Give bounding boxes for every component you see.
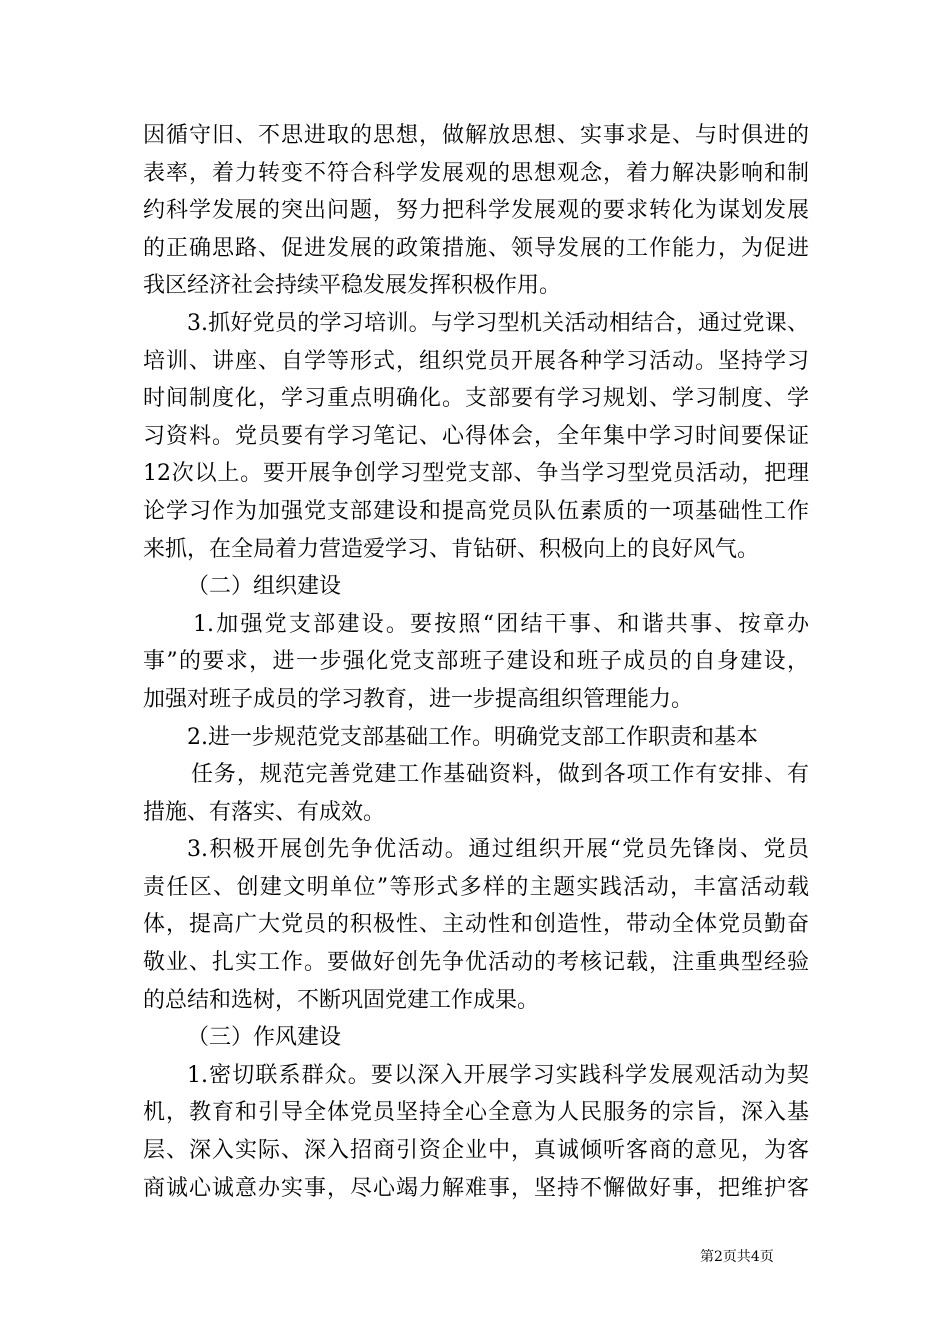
text-line: 责任区、创建文明单位”等形式多样的主题实践活动，丰富活动载 <box>143 874 809 900</box>
text-line: 商诚心诚意办实事，尽心竭力解难事，坚持不懈做好事，把维护客 <box>143 1175 809 1201</box>
paragraph-first-line: 1.密切联系群众。要以深入开展学习实践科学发展观活动为契 <box>187 1062 809 1088</box>
text-line: 事”的要求，进一步强化党支部班子建设和班子成员的自身建设， <box>143 649 809 675</box>
text-line: 我区经济社会持续平稳发展发挥积极作用。 <box>143 273 562 299</box>
section-heading: （二）组织建设 <box>187 574 342 600</box>
text-line: 时间制度化，学习重点明确化。支部要有学习规划、学习制度、学 <box>143 386 809 412</box>
text-line: 因循守旧、不思进取的思想，做解放思想、实事求是、与时俱进的 <box>143 123 809 148</box>
section-heading: （三）作风建设 <box>187 1025 342 1051</box>
text-line: 的正确思路、促进发展的政策措施、领导发展的工作能力，为促进 <box>143 235 809 261</box>
text-line: 表率，着力转变不符合科学发展观的思想观念，着力解决影响和制 <box>143 160 809 186</box>
page-number: 第2页共4页 <box>700 1249 774 1265</box>
text-line: 约科学发展的突出问题，努力把科学发展观的要求转化为谋划发展 <box>143 198 809 224</box>
text-line: 来抓，在全局着力营造爱学习、肯钻研、积极向上的良好风气。 <box>143 536 760 562</box>
text-line: 体，提高广大党员的积极性、主动性和创造性，带动全体党员勤奋 <box>143 912 809 938</box>
document-body <box>143 117 809 1207</box>
text-line: 措施、有落实、有成效。 <box>143 799 386 825</box>
text-line: 任务，规范完善党建工作基础资料，做到各项工作有安排、有 <box>191 762 809 788</box>
text-line: 加强对班子成员的学习教育，进一步提高组织管理能力。 <box>143 686 694 712</box>
text-line: 敬业、扎实工作。要做好创先争优活动的考核记载，注重典型经验 <box>143 950 809 976</box>
text-line: 12次以上。要开展争创学习型党支部、争当学习型党员活动，把理 <box>143 461 809 487</box>
paragraph-first-line: 3.积极开展创先争优活动。通过组织开展“党员先锋岗、党员 <box>187 837 809 863</box>
text-line: 论学习作为加强党支部建设和提高党员队伍素质的一项基础性工作 <box>143 498 809 524</box>
text-line: 机，教育和引导全体党员坚持全心全意为人民服务的宗旨，深入基 <box>143 1100 809 1126</box>
text-line: 习资料。党员要有学习笔记、心得体会，全年集中学习时间要保证 <box>143 423 809 449</box>
text-line: 层、深入实际、深入招商引资企业中，真诚倾听客商的意见，为客 <box>143 1138 809 1164</box>
paragraph-first-line: 3.抓好党员的学习培训。与学习型机关活动相结合，通过党课、 <box>187 310 809 336</box>
paragraph-first-line: 1.加强党支部建设。要按照“团结干事、和谐共事、按章办 <box>193 611 809 637</box>
text-line: 培训、讲座、自学等形式，组织党员开展各种学习活动。坚持学习 <box>143 348 809 374</box>
paragraph-first-line: 2.进一步规范党支部基础工作。明确党支部工作职责和基本 <box>187 724 758 750</box>
text-line: 的总结和选树，不断巩固党建工作成果。 <box>143 987 540 1013</box>
